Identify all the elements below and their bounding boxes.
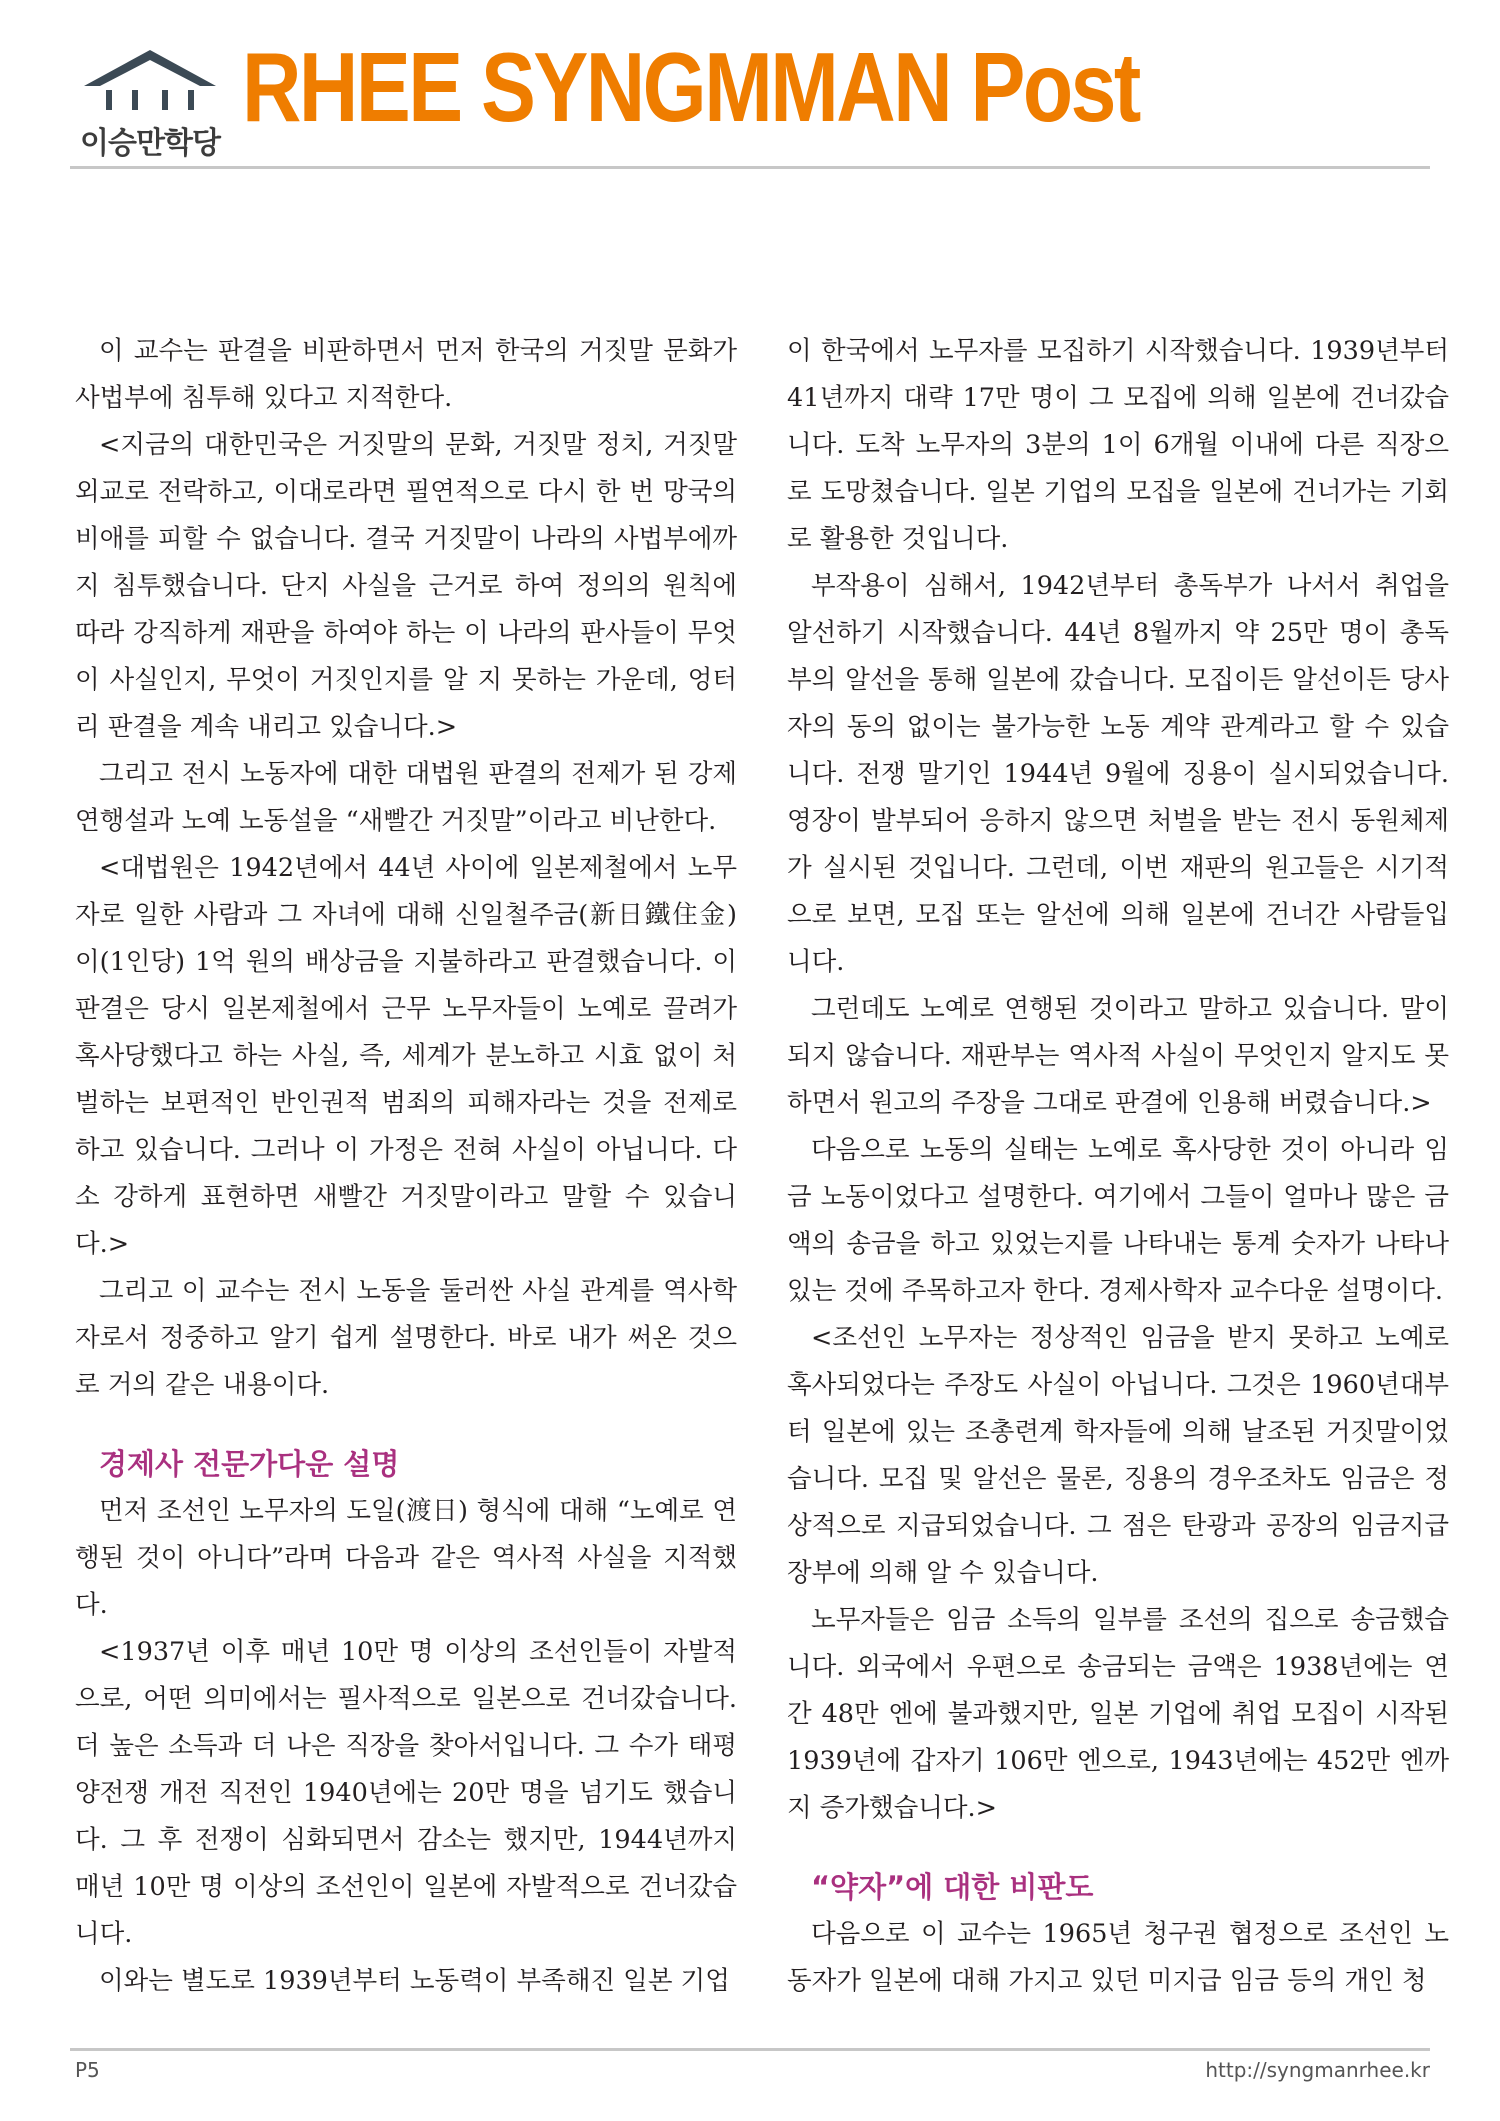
paragraph: 부작용이 심해서, 1942년부터 총독부가 나서서 취업을 알선하기 시작했습니다. 44년 8월까지 약 25만 명이 총독부의 알선을 통해 일본에 갔습니다. 모집이든 알선이든 당사자의 동의 없이는 불가능한 노동 계약 관계라고 할 수 있습니다. 전쟁 말기인 1944년 9월에 징용이 실시되었습니다. 영장이 발부되어 응하지 않으면 처벌을 받는 전시 동원체제가 실시된 것입니다. 그런데, 이번 재판의 원고들은 시기적으로 보면, 모집 또는 알선에 의해 일본에 건너간 사람들입니다. — [787, 571, 1449, 977]
paragraph: 이와는 별도로 1939년부터 노동력이 부족해진 일본 기업 — [99, 1966, 730, 1996]
section-gap — [75, 1409, 737, 1441]
section-heading: “약자”에 대한 비판도 — [811, 1870, 1094, 1904]
paragraph: 그리고 이 교수는 전시 노동을 둘러싼 사실 관계를 역사학자로서 정중하고 알기 쉽게 설명한다. 바로 내가 써온 것으로 거의 같은 내용이다. — [75, 1276, 737, 1400]
paragraph: 노무자들은 임금 소득의 일부를 조선의 집으로 송금했습니다. 외국에서 우편으로 송금되는 금액은 1938년에는 연간 48만 엔에 불과했지만, 일본 기업에 취업 모집이 시작된 1939년에 갑자기 106만 엔으로, 1943년에는 452만 엔까지 증가했습니다.> — [787, 1605, 1449, 1823]
logo-text: 이승만학당 — [80, 126, 220, 161]
masthead — [70, 32, 1430, 165]
website-link[interactable]: http://syngmanrhee.kr — [1205, 2058, 1430, 2082]
paragraph: <조선인 노무자는 정상적인 임금을 받지 못하고 노예로 혹사되었다는 주장도 사실이 아닙니다. 그것은 1960년대부터 일본에 있는 조총련계 학자들에 의해 날조된 거짓말이었습니다. 모집 및 알선은 물론, 징용의 경우조차도 임금은 정상적으로 지급되었습니다. 그 점은 탄광과 공장의 임금지급 장부에 의해 알 수 있습니다. — [787, 1323, 1449, 1588]
paragraph: <지금의 대한민국은 거짓말의 문화, 거짓말 정치, 거짓말 외교로 전락하고, 이대로라면 필연적으로 다시 한 번 망국의 비애를 피할 수 없습니다. 결국 거짓말이 나라의 사법부에까지 침투했습니다. 단지 사실을 근거로 하여 정의의 원칙에 따라 강직하게 재판을 하여야 하는 이 나라의 판사들이 무엇이 사실인지, 무엇이 거짓인지를 알 지 못하는 가운데, 엉터리 판결을 계속 내리고 있습니다.> — [75, 430, 737, 742]
section-heading: 경제사 전문가다운 설명 — [99, 1447, 400, 1481]
footer-divider — [70, 2048, 1430, 2051]
paragraph: <대법원은 1942년에서 44년 사이에 일본제철에서 노무자로 일한 사람과 그 자녀에 대해 신일철주금(新日鐵住金)이(1인당) 1억 원의 배상금을 지불하라고 판결했습니다. 이 판결은 당시 일본제철에서 근무 노무자들이 노예로 끌려가 혹사당했다고 하는 사실, 즉, 세계가 분노하고 시효 없이 처벌하는 보편적인 반인권적 범죄의 피해자라는 것을 전제로 하고 있습니다. 그러나 이 가정은 전혀 사실이 아닙니다. 다소 강하게 표현하면 새빨간 거짓말이라고 말할 수 있습니다.> — [75, 853, 737, 1259]
right-column — [787, 328, 1449, 2005]
paragraph: 그리고 전시 노동자에 대한 대법원 판결의 전제가 된 강제연행설과 노예 노동설을 “새빨간 거짓말”이라고 비난한다. — [75, 759, 737, 836]
header-divider — [70, 166, 1430, 169]
house-icon — [70, 46, 230, 118]
page-number: P5 — [75, 2058, 100, 2082]
logo[interactable] — [70, 46, 230, 161]
paragraph: 다음으로 이 교수는 1965년 청구권 협정으로 조선인 노동자가 일본에 대해 가지고 있던 미지급 임금 등의 개인 청 — [787, 1919, 1449, 1996]
paragraph: 이 교수는 판결을 비판하면서 먼저 한국의 거짓말 문화가 사법부에 침투해 있다고 지적한다. — [75, 336, 737, 413]
left-column — [75, 328, 737, 2005]
paragraph: 다음으로 노동의 실태는 노예로 혹사당한 것이 아니라 임금 노동이었다고 설명한다. 여기에서 그들이 얼마나 많은 금액의 송금을 하고 있었는지를 나타내는 통계 숫자가 나타나 있는 것에 주목하고자 한다. 경제사학자 교수다운 설명이다. — [787, 1135, 1449, 1306]
publication-title: RHEE SYNGMMAN Post — [242, 32, 1139, 142]
paragraph: 이 한국에서 노무자를 모집하기 시작했습니다. 1939년부터 41년까지 대략 17만 명이 그 모집에 의해 일본에 건너갔습니다. 도착 노무자의 3분의 1이 6개월 이내에 다른 직장으로 도망쳤습니다. 일본 기업의 모집을 일본에 건너가는 기회로 활용한 것입니다. — [787, 336, 1449, 554]
paragraph: <1937년 이후 매년 10만 명 이상의 조선인들이 자발적으로, 어떤 의미에서는 필사적으로 일본으로 건너갔습니다. 더 높은 소득과 더 나은 직장을 찾아서입니다. 그 수가 태평양전쟁 개전 직전인 1940년에는 20만 명을 넘기도 했습니다. 그 후 전쟁이 심화되면서 감소는 했지만, 1944년까지 매년 10만 명 이상의 조선인이 일본에 자발적으로 건너갔습니다. — [75, 1637, 737, 1949]
paragraph: 그런데도 노예로 연행된 것이라고 말하고 있습니다. 말이 되지 않습니다. 재판부는 역사적 사실이 무엇인지 알지도 못하면서 원고의 주장을 그대로 판결에 인용해 버렸습니다.> — [787, 994, 1449, 1118]
section-gap — [787, 1832, 1449, 1864]
paragraph: 먼저 조선인 노무자의 도일(渡日) 형식에 대해 “노예로 연행된 것이 아니다”라며 다음과 같은 역사적 사실을 지적했다. — [75, 1496, 737, 1620]
